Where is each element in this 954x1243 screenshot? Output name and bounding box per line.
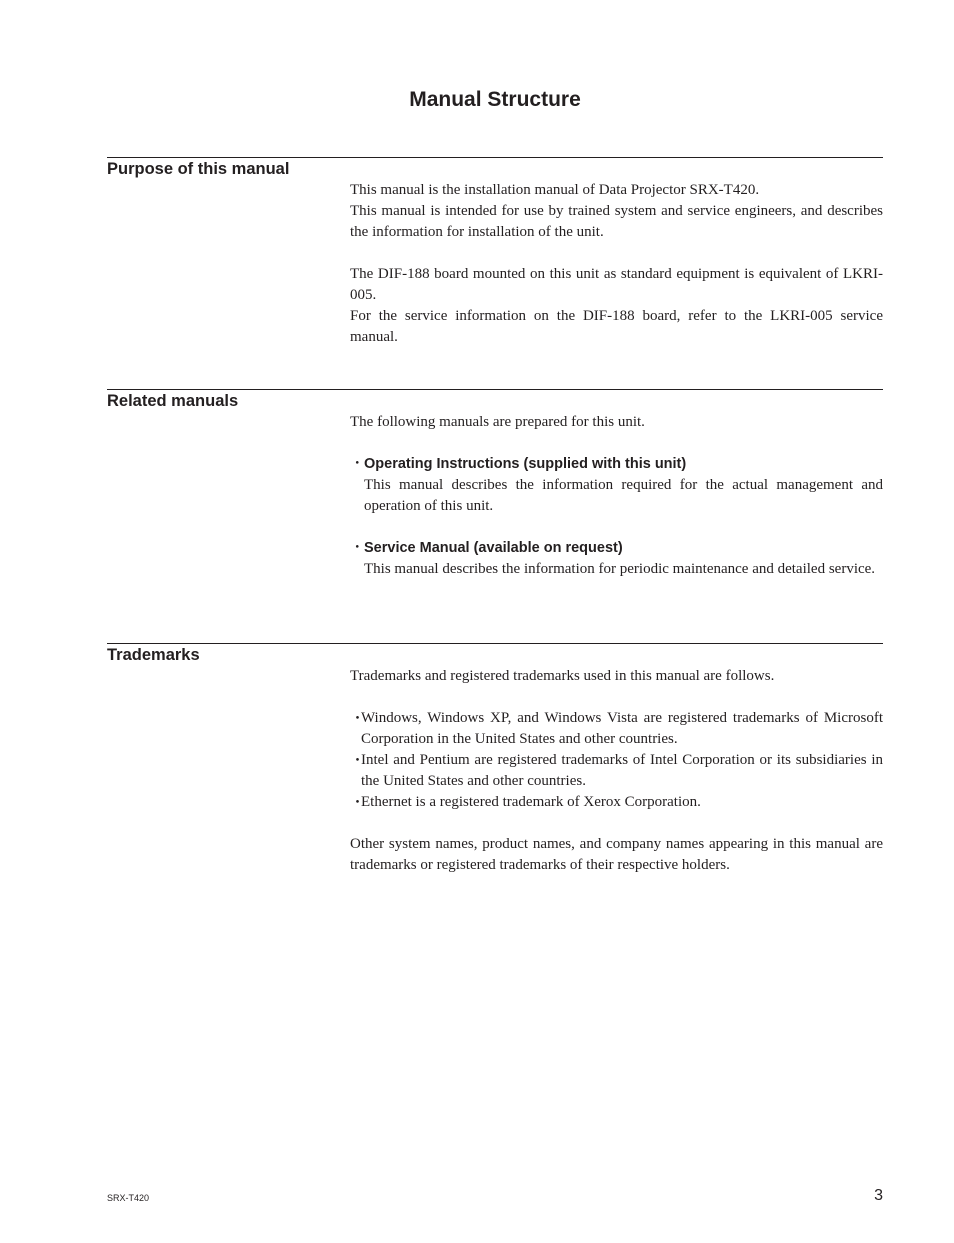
section-heading-purpose: Purpose of this manual	[107, 160, 290, 178]
related-body	[350, 412, 883, 580]
related-item-operating-title	[350, 454, 883, 475]
trademark-item-text: Windows, Windows XP, and Windows Vista are registered trademarks of Microsoft Corporation in the United States and other countries.	[361, 710, 883, 747]
related-item-service-title	[350, 538, 883, 559]
purpose-paragraph-1: This manual is the installation manual of Data Projector SRX-T420.	[350, 182, 760, 198]
related-item-title: Service Manual (available on request)	[364, 540, 623, 556]
trademark-item-text: Intel and Pentium are registered trademarks of Intel Corporation or its subsidiaries in the United States and other countries.	[361, 752, 883, 789]
section-heading-related: Related manuals	[107, 392, 239, 410]
related-item-service-text: This manual describes the information for periodic maintenance and detailed service.	[364, 561, 876, 577]
purpose-body	[350, 180, 883, 348]
bullet-glyph: ・	[350, 710, 366, 727]
section-divider-trademarks	[107, 643, 883, 644]
related-intro: The following manuals are prepared for this unit.	[350, 414, 645, 430]
trademark-item-intel	[350, 750, 883, 792]
bullet-glyph: ・	[350, 456, 365, 472]
trademark-item-ethernet	[350, 792, 883, 813]
section-heading-trademarks: Trademarks	[107, 646, 200, 664]
bullet-glyph: ・	[350, 794, 366, 811]
trademark-item-text: Ethernet is a registered trademark of Xerox Corporation.	[361, 794, 701, 810]
purpose-paragraph-3: The DIF-188 board mounted on this unit as standard equipment is equivalent of LKRI-005.	[350, 266, 883, 303]
page-number: 3	[874, 1187, 883, 1204]
purpose-paragraph-2: This manual is intended for use by trained system and service engineers, and describes the information for installation of the unit.	[350, 203, 883, 240]
purpose-paragraph-4: For the service information on the DIF-188 board, refer to the LKRI-005 service manual.	[350, 308, 883, 345]
page-title: Manual Structure	[409, 88, 581, 111]
trademark-item-windows	[350, 708, 883, 750]
bullet-glyph: ・	[350, 752, 366, 769]
related-item-title: Operating Instructions (supplied with this unit)	[364, 456, 687, 472]
trademarks-closing: Other system names, product names, and company names appearing in this manual are trademarks or registered trademarks of their respective holders.	[350, 836, 883, 873]
related-item-operating-text: This manual describes the information required for the actual management and operation of this unit.	[364, 477, 883, 514]
bullet-glyph: ・	[350, 540, 365, 556]
trademarks-body	[350, 666, 883, 876]
footer-model-name: SRX-T420	[107, 1193, 150, 1203]
trademarks-intro: Trademarks and registered trademarks used in this manual are follows.	[350, 668, 775, 684]
